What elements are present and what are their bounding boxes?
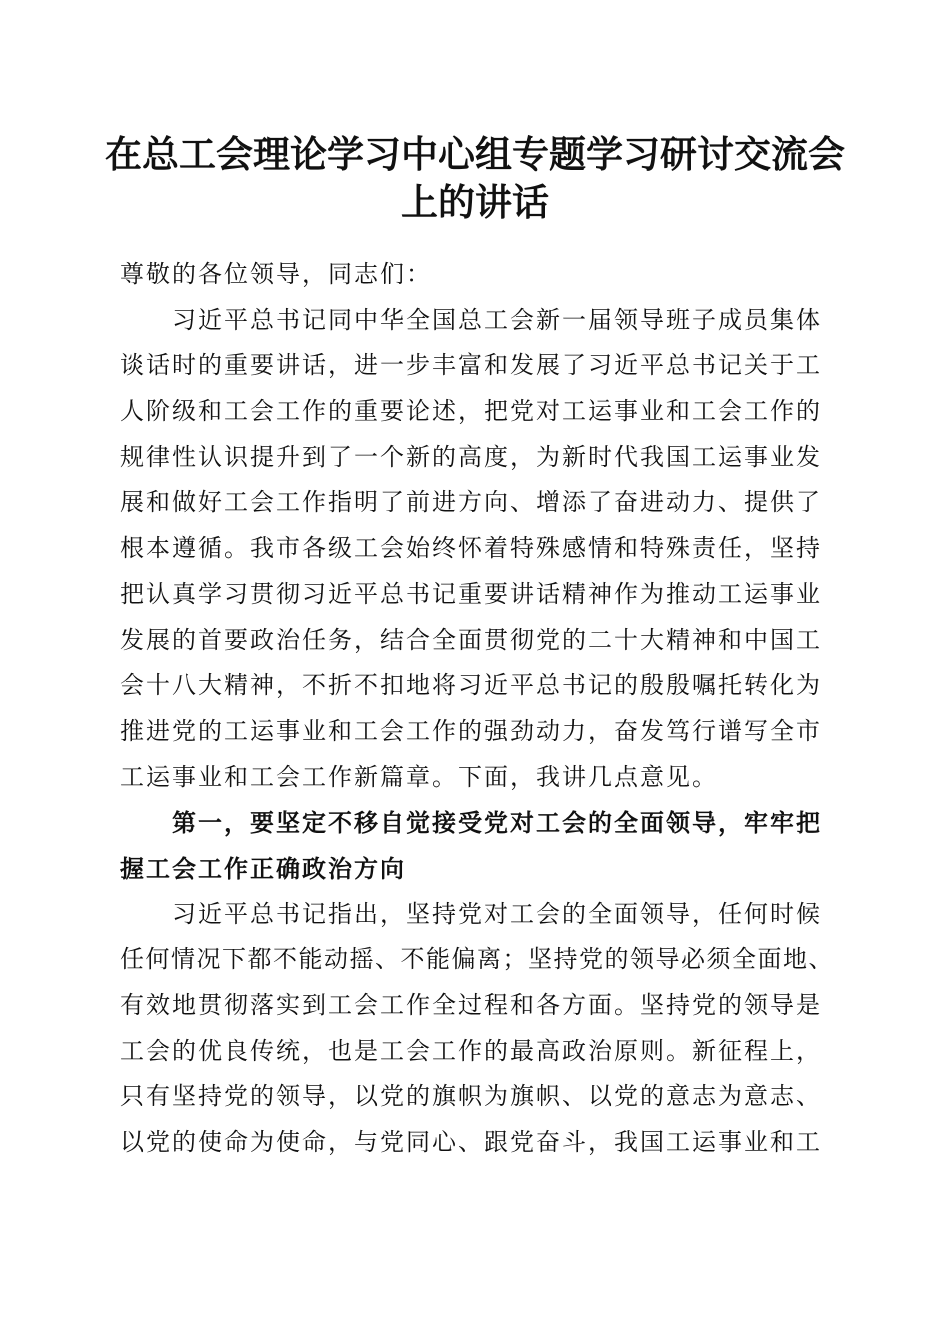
paragraph-line: 尊敬的各位领导，同志们： [120, 260, 432, 288]
title-line-2: 上的讲话 [401, 180, 549, 224]
paragraph-line: 规律性认识提升到了一个新的高度，为新时代我国工运事业发 [120, 442, 822, 471]
paragraph-line: 会十八大精神，不折不扣地将习近平总书记的殷殷嘱托转化为 [120, 671, 822, 700]
paragraph-line: 工运事业和工会工作新篇章。下面，我讲几点意见。 [120, 762, 718, 791]
paragraph-line: 习近平总书记指出，坚持党对工会的全面领导，任何时候 [172, 899, 822, 928]
paragraph-line: 工会的优良传统，也是工会工作的最高政治原则。新征程上， [120, 1036, 822, 1065]
paragraph-line: 以党的使命为使命，与党同心、跟党奋斗，我国工运事业和工 [120, 1128, 822, 1157]
paragraph-line: 推进党的工运事业和工会工作的强劲动力，奋发笃行谱写全市 [120, 716, 822, 745]
title-line-1: 在总工会理论学习中心组专题学习研讨交流会 [105, 132, 845, 176]
paragraph-line: 展和做好工会工作指明了前进方向、增添了奋进动力、提供了 [120, 488, 822, 517]
paragraph-line: 任何情况下都不能动摇、不能偏离；坚持党的领导必须全面地、 [120, 945, 834, 974]
paragraph-line: 根本遵循。我市各级工会始终怀着特殊感情和特殊责任，坚持 [120, 534, 822, 563]
section-heading-line: 第一，要坚定不移自觉接受党对工会的全面领导，牢牢把 [172, 808, 822, 838]
paragraph-line: 只有坚持党的领导，以党的旗帜为旗帜、以党的意志为意志、 [120, 1082, 822, 1111]
paragraph-line: 发展的首要政治任务，结合全面贯彻党的二十大精神和中国工 [120, 625, 822, 654]
section-heading-line: 握工会工作正确政治方向 [120, 853, 406, 883]
paragraph-line: 把认真学习贯彻习近平总书记重要讲话精神作为推动工运事业 [120, 579, 822, 608]
document-body [120, 252, 840, 1166]
paragraph-line: 人阶级和工会工作的重要论述，把党对工运事业和工会工作的 [120, 397, 822, 426]
paragraph-line: 习近平总书记同中华全国总工会新一届领导班子成员集体 [172, 305, 822, 334]
document-title [100, 130, 850, 226]
paragraph-line: 有效地贯彻落实到工会工作全过程和各方面。坚持党的领导是 [120, 991, 822, 1019]
paragraph-line: 谈话时的重要讲话，进一步丰富和发展了习近平总书记关于工 [120, 351, 822, 380]
